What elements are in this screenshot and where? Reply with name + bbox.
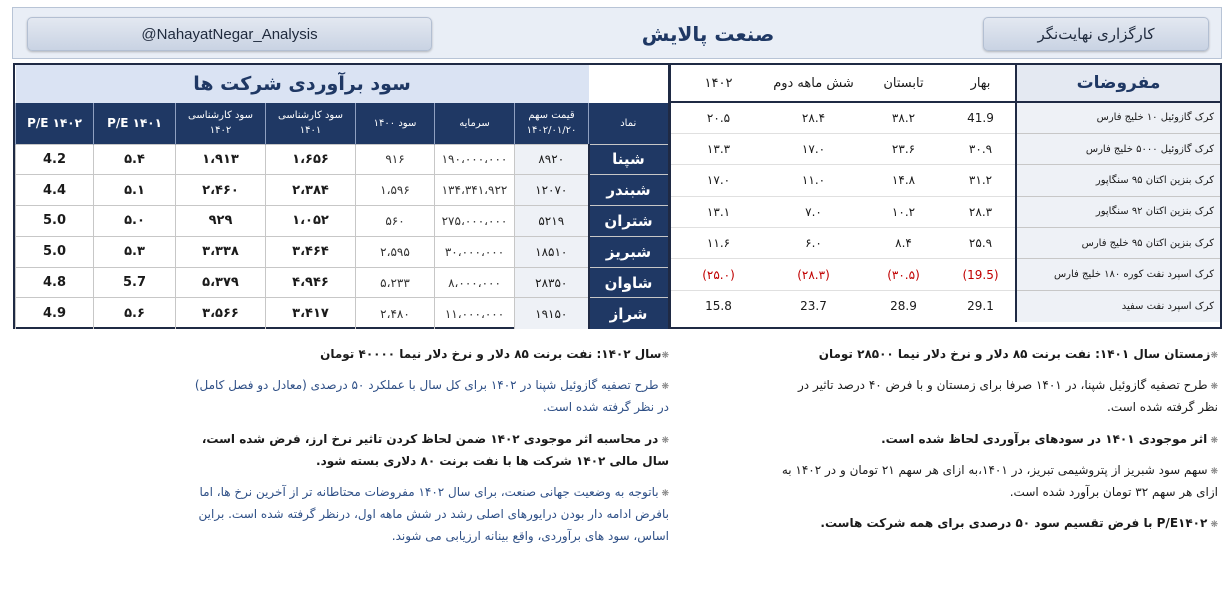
table-row: 4.2 ۵.۴ ۱،۹۱۳ ۱،۶۵۶ ۹۱۶ ۱۹۰،۰۰۰،۰۰۰ ۸۹۲۰ شپنا — [16, 144, 668, 175]
bullet-icon: ❋ — [658, 435, 669, 446]
note-item: ❋ در محاسبه اثر موجودی ۱۴۰۲ ضمن لحاظ کردن تاثیر نرخ ارز، فرض شده است، سال مالی ۱۴۰۲ شرکت ها با نفت برنت ۸۰ دلاری بسته شود. — [201, 431, 669, 468]
symbol-cell: شپنا — [589, 144, 668, 175]
bullet-icon: ❋ — [1207, 466, 1218, 477]
note-item: ❋ باتوجه به وضعیت جهانی صنعت، برای سال ۱۴۰۲ مفروضات محتاطانه تر از آخرین نرخ ها، اما بافرض ادامه دار بودن درایورهای اصلی رشد در شش ماهه اول، درنظر گرفته شده است. براین اساس، سود های برآوردی، واقع بینانه ارزیابی می شوند. — [198, 484, 669, 544]
companies-panel — [13, 63, 669, 329]
col-price: قیمت سهم ۱۴۰۲/۰۱/۲۰ — [515, 103, 589, 144]
note-item: ❋ اثر موجودی ۱۴۰۱ در سودهای برآوردی لحاظ شده است. — [881, 431, 1218, 446]
table-row: ۲۰.۵ ۲۸.۴ ۳۸.۲ 41.9 کرک گازوئیل ۱۰ خلیج فارس — [671, 102, 1220, 133]
bullet-icon: ❋ — [1207, 382, 1218, 393]
assumptions-table — [671, 65, 1220, 322]
bullet-icon: ❋ — [661, 351, 669, 361]
col-symbol: نماد — [589, 103, 668, 144]
page-title: صنعت پالایش — [641, 22, 775, 46]
col-profit1400: سود ۱۴۰۰ — [356, 103, 435, 144]
note-item: ❋سال ۱۴۰۲: نفت برنت ۸۵ دلار و نرخ دلار نیما ۴۰۰۰۰ تومان — [320, 347, 669, 361]
handle-button[interactable] — [27, 17, 432, 51]
notes-right — [778, 343, 1218, 543]
table-row: ۱۷.۰ ۱۱.۰ ۱۴.۸ ۳۱.۲ کرک بنزین اکتان ۹۵ سنگاپور — [671, 165, 1220, 196]
col-pe1402: P/E ۱۴۰۲ — [16, 103, 94, 144]
bullet-icon: ❋ — [1207, 435, 1218, 446]
table-row: ۱۱.۶ ۶.۰ ۸.۴ ۲۵.۹ کرک بنزین اکتان ۹۵ خلیج فارس — [671, 228, 1220, 259]
symbol-cell: شتران — [589, 206, 668, 237]
symbol-cell: شراز — [589, 298, 668, 329]
table-row: 4.9 ۵.۶ ۳،۵۶۶ ۳،۴۱۷ ۲،۴۸۰ ۱۱،۰۰۰،۰۰۰ ۱۹۱۵۰ شراز — [16, 298, 668, 329]
table-row: 4.8 5.7 ۵،۳۷۹ ۴،۹۴۶ ۵،۲۳۳ ۸،۰۰۰،۰۰۰ ۲۸۳۵۰ شاوان — [16, 267, 668, 298]
col-exp1401: سود کارشناسی ۱۴۰۱ — [266, 103, 356, 144]
note-item: ❋ P/E۱۴۰۲ با فرض تقسیم سود ۵۰ درصدی برای همه شرکت هاست. — [820, 516, 1218, 531]
table-row: 5.0 ۵.۰ ۹۲۹ ۱،۰۵۲ ۵۶۰ ۲۷۵،۰۰۰،۰۰۰ ۵۲۱۹ شتران — [16, 206, 668, 237]
col-h2: شش ماهه دوم — [766, 65, 861, 102]
handle-label: @NahayatNegar_Analysis — [141, 25, 318, 43]
note-item: ❋ طرح تصفیه گازوئیل شپنا، در ۱۴۰۱ صرفا برای زمستان و با فرض ۴۰ درصد تاثیر در نظر گرفته شده است. — [798, 378, 1218, 415]
col-spring: بهار — [946, 65, 1016, 102]
col-1402: ۱۴۰۲ — [671, 65, 766, 102]
symbol-cell: شبریز — [589, 236, 668, 267]
broker-button[interactable] — [983, 17, 1209, 51]
bullet-icon: ❋ — [658, 382, 669, 393]
table-row: 4.4 ۵.۱ ۲،۴۶۰ ۲،۳۸۴ ۱،۵۹۶ ۱۳۴،۳۴۱،۹۲۲ ۱۲۰۷۰ شبندر — [16, 175, 668, 206]
assumptions-panel — [669, 63, 1222, 329]
broker-label: کارگزاری نهایت‌نگر — [1037, 26, 1155, 43]
table-row: 5.0 ۵.۳ ۳،۳۳۸ ۳،۴۶۴ ۲،۵۹۵ ۳۰،۰۰۰،۰۰۰ ۱۸۵۱۰ شبریز — [16, 236, 668, 267]
col-capital: سرمایه — [435, 103, 515, 144]
assumptions-title: مفروضات — [1016, 65, 1220, 102]
assumptions-header-row — [671, 65, 1220, 102]
companies-table — [15, 65, 668, 329]
note-item: ❋زمستان سال ۱۴۰۱: نفت برنت ۸۵ دلار و نرخ دلار نیما ۲۸۵۰۰ تومان — [818, 347, 1218, 361]
bullet-icon: ❋ — [1207, 520, 1218, 531]
table-row: ۱۳.۱ ۷.۰ ۱۰.۲ ۲۸.۳ کرک بنزین اکتان ۹۲ سنگاپور — [671, 196, 1220, 227]
note-item: ❋ سهم سود شبریز از پتروشیمی تبریز، در ۱۴۰۱،به ازای هر سهم ۲۱ تومان و در ۱۴۰۲ به ازای هر سهم ۳۲ تومان برآورد شده است. — [781, 462, 1218, 499]
bullet-icon: ❋ — [1210, 351, 1218, 361]
note-item: ❋ طرح تصفیه گازوئیل شپنا در ۱۴۰۲ برای کل سال با عملکرد ۵۰ درصدی (معادل دو فصل کامل) در نظر گرفته شده است. — [194, 378, 669, 415]
symbol-cell: شبندر — [589, 175, 668, 206]
col-summer: تابستان — [861, 65, 946, 102]
notes-left — [186, 343, 669, 557]
col-exp1402: سود کارشناسی ۱۴۰۲ — [176, 103, 266, 144]
col-pe1401: P/E ۱۴۰۱ — [94, 103, 176, 144]
companies-header-row — [16, 103, 668, 144]
companies-title: سود برآوردی شرکت ها — [16, 65, 589, 103]
table-row: ۱۳.۳ ۱۷.۰ ۲۳.۶ ۳۰.۹ کرک گازوئیل ۵۰۰۰ خلیج فارس — [671, 133, 1220, 164]
table-row: 15.8 23.7 28.9 29.1 کرک اسپرد نفت سفید — [671, 290, 1220, 321]
table-row: (۲۵.۰) (۲۸.۳) (۳۰.۵) (19.5) کرک اسپرد نفت کوره ۱۸۰ خلیج فارس — [671, 259, 1220, 290]
report-header — [12, 7, 1222, 59]
symbol-cell: شاوان — [589, 267, 668, 298]
bullet-icon: ❋ — [658, 488, 669, 499]
